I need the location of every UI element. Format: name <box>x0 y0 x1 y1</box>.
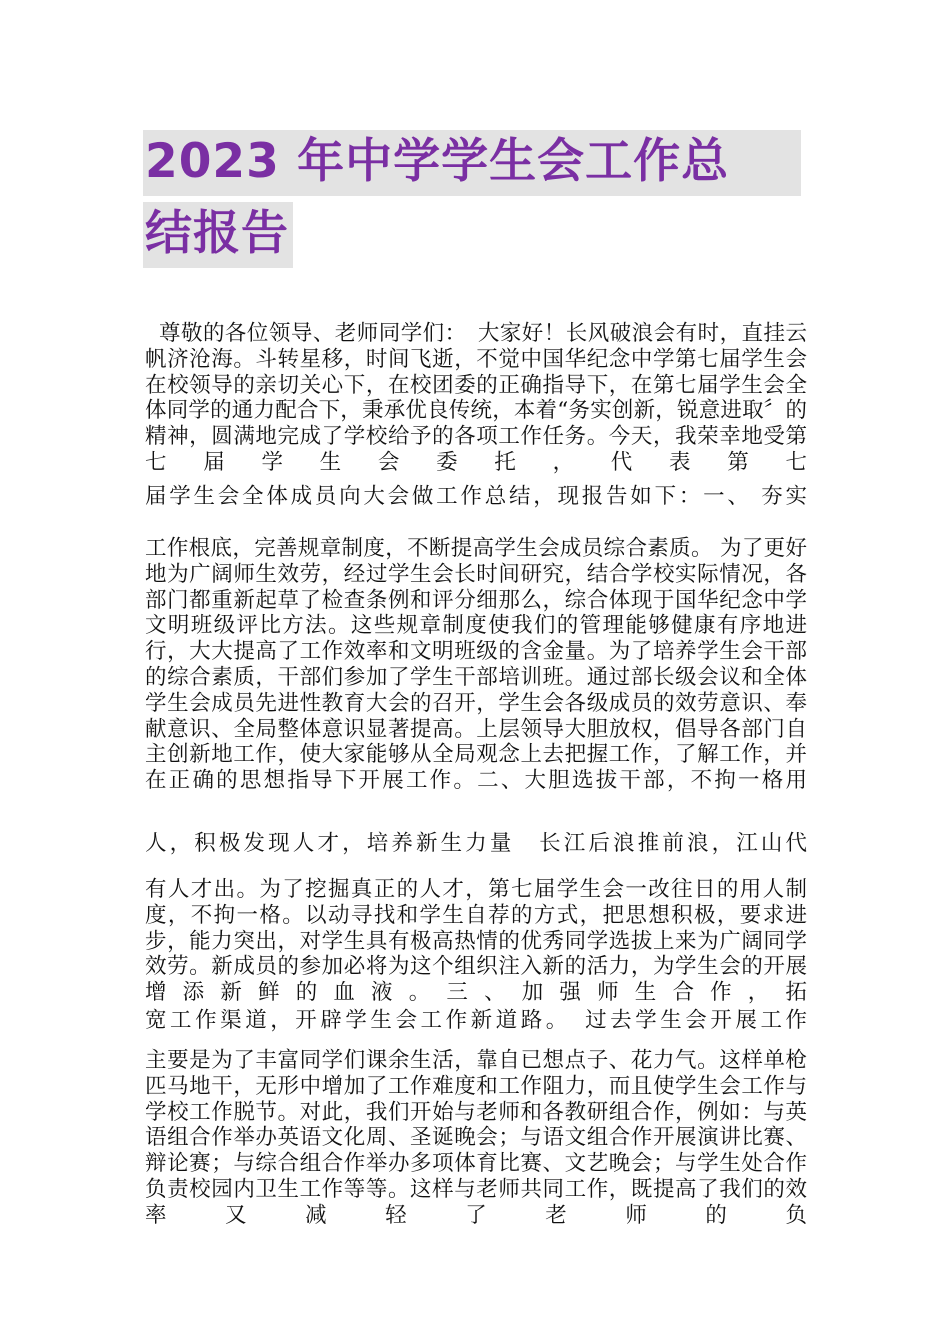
paragraph-5: 有人才出。为了挖掘真正的人才，第七届学生会一改往日的用人制度，不拘一格。以动寻找和学生自荐的方式，把思想积极，要求进步，能力突出，对学生具有极高热情的优秀同学选拔上来为广阔同学效劳。新成员的参加必将为这个组织注入新的活力，为学生会的开展增添新鲜的血液。三、加强师生合作，拓 <box>145 877 807 1006</box>
paragraph-7: 主要是为了丰富同学们课余生活，靠自已想点子、花力气。这样单枪匹马地干，无形中增加了工作难度和工作阻力，而且使学生会工作与学校工作脱节。对此，我们开始与老师和各教研组合作，例如：与英语组合作举办英语文化周、圣诞晚会；与语文组合作开展演讲比赛、辩论赛；与综合组合作举办多项体育比赛、文艺晚会；与学生处合作负责校园内卫生工作等等。这样与老师共同工作，既提高了我们的效率又减轻了老师的负 <box>145 1048 807 1228</box>
paragraph-6: 宽工作渠道，开辟学生会工作新道路。 过去学生会开展工作 <box>145 1008 807 1033</box>
paragraph-3: 工作根底，完善规章制度，不断提高学生会成员综合素质。 为了更好地为广阔师生效劳，经过学生会长时间研究，结合学校实际情况，各部门都重新起草了检查条例和评分细那么，综合体现于国华纪念中学文明班级评比方法。这些规章制度使我们的管理能够健康有序地进行，大大提高了工作效率和文明班级的含金量。为了培养学生会干部的综合素质，干部们参加了学生干部培训班。通过部长级会议和全体学生会成员先进性教育大会的召开，学生会各级成员的效劳意识、奉献意识、全局整体意识显著提高。上层领导大胆放权，倡导各部门自主创新地工作，使大家能够从全局观念上去把握工作，了解工作，并在正确的思想指导下开展工作。二、大胆选拔干部，不拘一格用 <box>145 536 807 794</box>
title-line-1: 2023 年中学学生会工作总 <box>143 130 801 196</box>
paragraph-1: 尊敬的各位领导、老师同学们： 大家好！长风破浪会有时，直挂云帆济沧海。斗转星移，时间飞逝，不觉中国华纪念中学第七届学生会在校领导的亲切关心下，在校团委的正确指导下，在第七届学生会全体同学的通力配合下，秉承优良传统，本着“务实创新，锐意进取〞的精神，圆满地完成了学校给予的各项工作任务。今天，我荣幸地受第七届学生会委托，代表第七 <box>145 321 807 475</box>
paragraph-4: 人，积极发现人才，培养新生力量 长江后浪推前浪，江山代 <box>145 831 807 856</box>
paragraph-2: 届学生会全体成员向大会做工作总结，现报告如下：一、 夯实 <box>145 484 807 509</box>
title-line-2: 结报告 <box>143 202 293 268</box>
